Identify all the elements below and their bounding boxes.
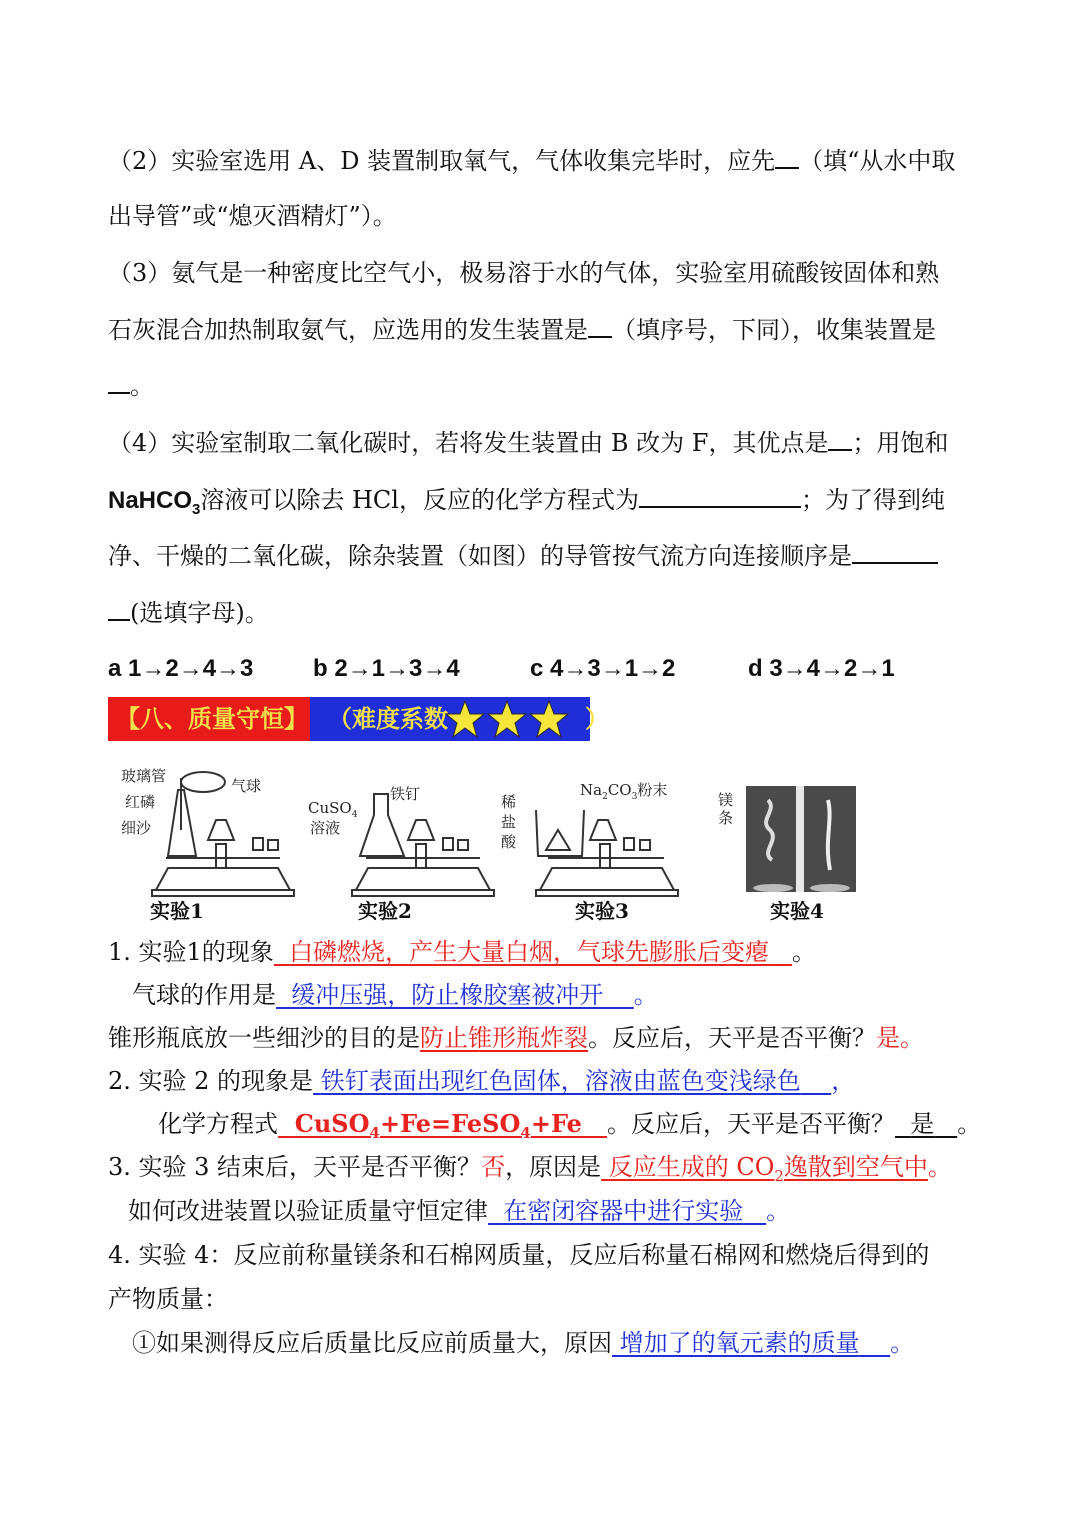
caption-exp3: 实验3 [575, 899, 629, 923]
e2-line-2: 化学方程式 CuSO$_4$+Fe=FeSO$_4$+Fe 。反应后，天平是否平衡？ 是 。 [158, 1109, 982, 1142]
option-a: a 1→2→4→3 [108, 655, 254, 682]
e1-answer-3: 防止锥形瓶炸裂 [420, 1024, 588, 1052]
e1-line-1: 1. 实验1的现象 白磷燃烧，产生大量白烟，气球先膨胀后变瘪 。 [108, 938, 816, 966]
e3-line-2: 如何改进装置以验证质量守恒定律 在密闭容器中进行实验 。 [128, 1197, 791, 1225]
e2-answer-2-text: 是 [910, 1110, 935, 1138]
q4-line-1 [108, 427, 948, 458]
e1-answer-1-text: 白磷燃烧，产生大量白烟，气球先膨胀后变瘪 [289, 938, 770, 966]
label-glass-tube: 玻璃管 [121, 767, 167, 785]
cuso4-sub: 4 [351, 810, 358, 820]
e2-answer-1 [313, 1067, 831, 1095]
option-d: d 3→4→2→1 [748, 655, 895, 682]
label-acid-3: 酸 [501, 833, 517, 851]
q3-period: 。 [130, 372, 154, 400]
e3-answer-2 [601, 1153, 928, 1185]
q2-blank [775, 145, 799, 169]
q3-line-3 [108, 370, 154, 401]
q3-text: 石灰混合加热制取氨气，应选用的发生装置是 [108, 316, 588, 344]
eq-2-sub: 4 [520, 1123, 531, 1142]
e1-answer-4: 是 [876, 1024, 900, 1052]
e2-label-2: 化学方程式 [158, 1110, 278, 1138]
label-acid-2: 盐 [501, 813, 517, 831]
e3-answer-3 [488, 1197, 766, 1225]
e3-label-3: 如何改进装置以验证质量守恒定律 [128, 1197, 488, 1225]
e3-ans-a: 反应生成的 CO [608, 1153, 775, 1181]
e1-line-3: 锥形瓶底放一些细沙的目的是防止锥形瓶炸裂。反应后，天平是否平衡？是。 [108, 1024, 924, 1052]
e1-answer-2-text: 缓冲压强，防止橡胶塞被冲开 [291, 981, 604, 1009]
q2-line-2: 出导管”或“熄灭酒精灯”）。 [108, 202, 397, 230]
label-mg-1: 镁 [718, 791, 734, 809]
q4-line-2 [108, 484, 945, 525]
cuso4-text: CuSO [308, 799, 352, 817]
q3-blank-2 [108, 370, 130, 394]
label-sand: 细沙 [121, 819, 152, 837]
difficulty-close: ） [585, 704, 609, 733]
label-balloon: 气球 [231, 777, 262, 795]
e1-line-2: 气球的作用是 缓冲压强，防止橡胶塞被冲开 。 [132, 981, 658, 1009]
na2co3-c: 粉末 [637, 781, 668, 799]
label-red-phosphorus: 红磷 [125, 793, 156, 811]
label-na2co3 [580, 782, 667, 806]
e3-answer-1: 否 [481, 1153, 506, 1181]
e2-answer-2 [895, 1110, 957, 1138]
label-mg-2: 条 [718, 809, 734, 827]
e4-line-3: ①如果测得反应后质量比反应前质量大，原因 增加了的氧元素的质量 。 [132, 1329, 915, 1357]
eq-2: +Fe=FeSO [379, 1109, 521, 1138]
e1-label-3: 锥形瓶底放一些细沙的目的是 [108, 1024, 420, 1052]
e4-answer-1-text: 增加了的氧元素的质量 [619, 1329, 860, 1357]
e1-label: 1. 实验1的现象 [108, 938, 274, 966]
q4-text: （4）实验室制取二氧化碳时，若将发生装置由 B 改为 F，其优点是 [108, 429, 829, 457]
e2-answer-1-text: 铁钉表面出现红色固体，溶液由蓝色变浅绿色 [320, 1067, 801, 1095]
caption-exp2: 实验2 [358, 899, 412, 923]
e1-answer-2 [276, 981, 634, 1009]
balance-apparatus-icon [108, 760, 868, 925]
q4-text-4: ；为了得到纯 [800, 486, 945, 514]
na2co3-b: CO [607, 781, 632, 799]
q4-text-5: 净、干燥的二氧化碳，除杂装置（如图）的导管按气流方向连接顺序是 [108, 542, 852, 570]
e4-label: ①如果测得反应后质量比反应前质量大，原因 [132, 1329, 612, 1357]
q4-text-2: ；用饱和 [852, 429, 949, 457]
e2-label-3: 。反应后，天平是否平衡？ [607, 1110, 896, 1138]
q3-blank-1 [588, 314, 612, 338]
eq-3: +Fe [530, 1109, 582, 1138]
caption-exp1: 实验1 [150, 899, 204, 923]
e2-line-1: 2. 实验 2 的现象是 铁钉表面出现红色固体，溶液由蓝色变浅绿色 ， [108, 1067, 856, 1095]
nahco3: NaHCO [108, 487, 193, 514]
q3-line-2 [108, 314, 936, 345]
q2-line-1 [108, 145, 955, 176]
caption-exp4: 实验4 [770, 899, 824, 923]
section-title: 【八、质量守恒】 [108, 697, 310, 741]
e2-label: 2. 实验 2 的现象是 [108, 1067, 314, 1095]
q3-text-2: （填序号，下同），收集装置是 [612, 316, 936, 344]
q4-blank-1 [828, 427, 852, 451]
e3-label: 3. 实验 3 结束后，天平是否平衡？ [108, 1153, 482, 1181]
option-c: c 4→3→1→2 [530, 655, 676, 682]
q4-blank-3 [852, 540, 938, 564]
e2-equation [278, 1109, 607, 1142]
e1-label-2: 气球的作用是 [132, 981, 276, 1009]
na2co3-sub3: 3 [631, 792, 638, 802]
e1-label-4: 。反应后，天平是否平衡？ [588, 1024, 876, 1052]
q2-text: （2）实验室选用 A、D 装置制取氧气，气体收集完毕时，应先 [108, 147, 776, 175]
nahco3-sub: 3 [192, 500, 201, 518]
e3-answer-3-text: 在密闭容器中进行实验 [503, 1197, 744, 1225]
e3-label-2: ，原因是 [505, 1153, 602, 1181]
q2-hint: （填“从水中取 [799, 147, 956, 175]
q4-line-4 [108, 597, 269, 628]
experiment-figure [108, 760, 868, 925]
eq-1-sub: 4 [369, 1123, 380, 1142]
difficulty-stars-icon [445, 699, 575, 739]
na2co3-a: Na [580, 781, 603, 799]
label-solution: 溶液 [310, 819, 341, 837]
q4-blank-2 [639, 484, 801, 508]
q4-blank-4 [108, 597, 130, 621]
difficulty-label: （难度系数 [328, 704, 448, 733]
q3-line-1: （3）氨气是一种密度比空气小，极易溶于水的气体，实验室用硫酸铵固体和熟 [108, 259, 940, 287]
na2co3-sub2: 2 [602, 792, 608, 802]
e3-ans-sub: 2 [774, 1166, 784, 1185]
q4-text-3: 溶液可以除去 HCl，反应的化学方程式为 [200, 486, 639, 514]
q4-line-3 [108, 540, 938, 571]
e1-answer-1 [274, 938, 792, 966]
e4-line-1: 4. 实验 4：反应前称量镁条和石棉网质量，反应后称量石棉网和燃烧后得到的 [108, 1241, 930, 1269]
eq-1: CuSO [294, 1109, 370, 1138]
q4-text-6: (选填字母)。 [130, 599, 269, 627]
e3-line-1: 3. 实验 3 结束后，天平是否平衡？否，原因是 反应生成的 $CO_2$逸散到空气中。 [108, 1153, 952, 1185]
e4-line-2: 产物质量： [108, 1285, 228, 1313]
option-b: b 2→1→3→4 [313, 655, 460, 682]
label-nail: 铁钉 [390, 785, 421, 803]
e3-ans-b: 逸散到空气中 [783, 1153, 928, 1181]
e4-answer-1 [612, 1329, 890, 1357]
label-acid-1: 稀 [501, 793, 517, 811]
